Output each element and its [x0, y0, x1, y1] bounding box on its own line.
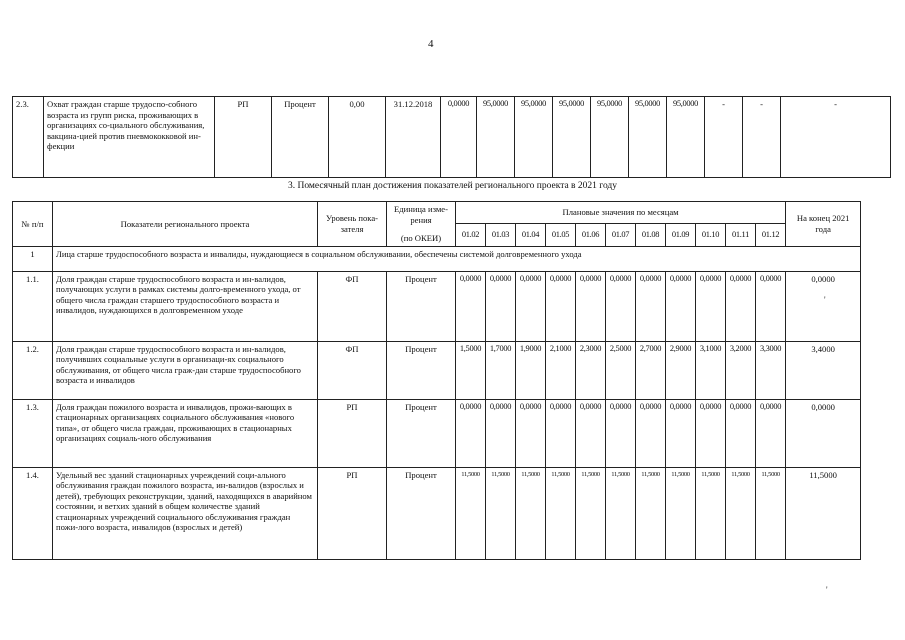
- value-cell: -: [705, 97, 743, 178]
- month-value: 1,7000: [486, 341, 516, 399]
- month-value: 0,0000: [456, 399, 486, 467]
- month-value: 2,9000: [666, 341, 696, 399]
- base-date: 31.12.2018: [386, 97, 441, 178]
- month-value: 0,0000: [516, 271, 546, 341]
- indicator-level: РП: [215, 97, 272, 178]
- group-row: [13, 246, 861, 271]
- month-value: 11,5000: [606, 467, 636, 559]
- month-value: 11,5000: [546, 467, 576, 559]
- month-value: 2,5000: [606, 341, 636, 399]
- indicator-name: Доля граждан пожилого возраста и инвалидов, прожи-вающих в стационарных организациях социального обслуживания «нового типа», от общего числа граждан, проживающих в стационарных организациях социаль-ного обслуживания: [53, 399, 318, 467]
- table-row: [13, 399, 861, 467]
- value-cell: -: [781, 97, 891, 178]
- end-year-value: 11,5000: [786, 467, 861, 559]
- month-header: 01.10: [696, 224, 726, 246]
- indicator-name: Охват граждан старше трудоспо-собного возраста из групп риска, проживающих в организациях со-циального обслуживания, вакцина-цией против пневмококковой ин-фекции: [44, 97, 215, 178]
- month-value: 0,0000: [696, 271, 726, 341]
- month-value: 0,0000: [636, 271, 666, 341]
- month-header: 01.08: [636, 224, 666, 246]
- indicator-level: ФП: [318, 341, 387, 399]
- header-level: Уровень пока-зателя: [318, 202, 387, 247]
- indicator-unit: Процент: [272, 97, 329, 178]
- value-cell: 95,0000: [515, 97, 553, 178]
- table-row: [13, 271, 861, 341]
- month-value: 1,5000: [456, 341, 486, 399]
- indicator-name: Удельный вес зданий стационарных учреждений соци-ального обслуживания граждан пожилого возраста, ин-валидов (взрослых и детей), требующих реконструкции, зданий, находящихся в аварийном состоянии, и ветхих зданий в общем количестве зданий стационарных учреждений социального обслуживания граждан пожи-лого возраста, инвалидов (взрослых и детей): [53, 467, 318, 559]
- header-row: [13, 202, 861, 224]
- end-year-value: 0,0000: [786, 271, 861, 341]
- month-value: 11,5000: [486, 467, 516, 559]
- month-value: 0,0000: [606, 399, 636, 467]
- row-number: 1.3.: [13, 399, 53, 467]
- month-value: 0,0000: [726, 399, 756, 467]
- month-value: 0,0000: [606, 271, 636, 341]
- month-value: 11,5000: [576, 467, 606, 559]
- month-value: 0,0000: [756, 271, 786, 341]
- indicator-name: Доля граждан старше трудоспособного возраста и ин-валидов, получающих услуги в рамках системы долго-временного ухода, от общего числа граждан старшего трудоспособного возраста и инвалидов, нуждающихся в долговременном уходе: [53, 271, 318, 341]
- month-value: 2,1000: [546, 341, 576, 399]
- indicator-name: Доля граждан старше трудоспособного возраста и ин-валидов, получивших социальные услуги в организаци-ях социального обслуживания, от общего числа граж-дан старше трудоспособного возраста и инвалидов: [53, 341, 318, 399]
- base-value: 0,00: [329, 97, 386, 178]
- value-cell: 95,0000: [629, 97, 667, 178]
- indicator-level: ФП: [318, 271, 387, 341]
- group-title: Лица старше трудоспособного возраста и инвалиды, нуждающиеся в социальном обслуживании, обеспечены системой долговременного ухода: [53, 246, 861, 271]
- table-row: [13, 467, 861, 559]
- value-cell: 95,0000: [591, 97, 629, 178]
- value-cell: 95,0000: [553, 97, 591, 178]
- month-value: 11,5000: [516, 467, 546, 559]
- header-indicators: Показатели регионального проекта: [53, 202, 318, 247]
- month-value: 0,0000: [666, 399, 696, 467]
- month-header: 01.03: [486, 224, 516, 246]
- header-okei: (по ОКЕИ): [400, 233, 442, 243]
- value-cell: -: [743, 97, 781, 178]
- month-value: 11,5000: [456, 467, 486, 559]
- row-number: 1.2.: [13, 341, 53, 399]
- row-number: 2.3.: [13, 97, 44, 178]
- end-year-value: 3,4000: [786, 341, 861, 399]
- month-header: 01.02: [456, 224, 486, 246]
- value-cell: 0,0000: [441, 97, 477, 178]
- month-value: 3,3000: [756, 341, 786, 399]
- month-header: 01.07: [606, 224, 636, 246]
- table-row: [13, 97, 891, 178]
- header-num: № п/п: [13, 202, 53, 247]
- month-value: 11,5000: [726, 467, 756, 559]
- indicator-level: РП: [318, 467, 387, 559]
- month-value: 0,0000: [576, 271, 606, 341]
- month-value: 0,0000: [486, 399, 516, 467]
- group-number: 1: [13, 246, 53, 271]
- month-value: 0,0000: [546, 271, 576, 341]
- page-number: 4: [428, 38, 434, 50]
- value-cell: 95,0000: [667, 97, 705, 178]
- month-value: 0,0000: [486, 271, 516, 341]
- month-value: 11,5000: [666, 467, 696, 559]
- section-title: 3. Помесячный план достижения показателей регионального проекта в 2021 году: [287, 181, 618, 191]
- month-header: 01.11: [726, 224, 756, 246]
- table-row: [13, 341, 861, 399]
- month-value: 0,0000: [756, 399, 786, 467]
- month-value: 0,0000: [546, 399, 576, 467]
- end-year-value: 0,0000: [786, 399, 861, 467]
- month-value: 0,0000: [576, 399, 606, 467]
- month-value: 2,7000: [636, 341, 666, 399]
- month-value: 3,2000: [726, 341, 756, 399]
- scan-speck: ': [824, 295, 826, 305]
- header-unit-label: Единица изме-рения: [394, 204, 448, 225]
- monthly-plan-table: [12, 201, 861, 560]
- month-value: 0,0000: [726, 271, 756, 341]
- month-value: 3,1000: [696, 341, 726, 399]
- indicator-unit: Процент: [387, 341, 456, 399]
- month-value: 0,0000: [636, 399, 666, 467]
- indicator-level: РП: [318, 399, 387, 467]
- header-end-year: На конец 2021 года: [786, 202, 861, 247]
- top-indicator-table: [12, 96, 891, 178]
- month-header: 01.09: [666, 224, 696, 246]
- row-number: 1.4.: [13, 467, 53, 559]
- month-value: 11,5000: [756, 467, 786, 559]
- month-value: 0,0000: [516, 399, 546, 467]
- month-header: 01.12: [756, 224, 786, 246]
- month-header: 01.06: [576, 224, 606, 246]
- header-unit: [387, 202, 456, 247]
- month-value: 2,3000: [576, 341, 606, 399]
- value-cell: 95,0000: [477, 97, 515, 178]
- indicator-unit: Процент: [387, 271, 456, 341]
- month-value: 1,9000: [516, 341, 546, 399]
- scan-speck: ': [826, 585, 828, 595]
- row-number: 1.1.: [13, 271, 53, 341]
- month-value: 0,0000: [666, 271, 696, 341]
- month-value: 0,0000: [696, 399, 726, 467]
- indicator-unit: Процент: [387, 399, 456, 467]
- header-planned: Плановые значения по месяцам: [456, 202, 786, 224]
- month-value: 0,0000: [456, 271, 486, 341]
- indicator-unit: Процент: [387, 467, 456, 559]
- month-value: 11,5000: [636, 467, 666, 559]
- month-header: 01.04: [516, 224, 546, 246]
- month-header: 01.05: [546, 224, 576, 246]
- month-value: 11,5000: [696, 467, 726, 559]
